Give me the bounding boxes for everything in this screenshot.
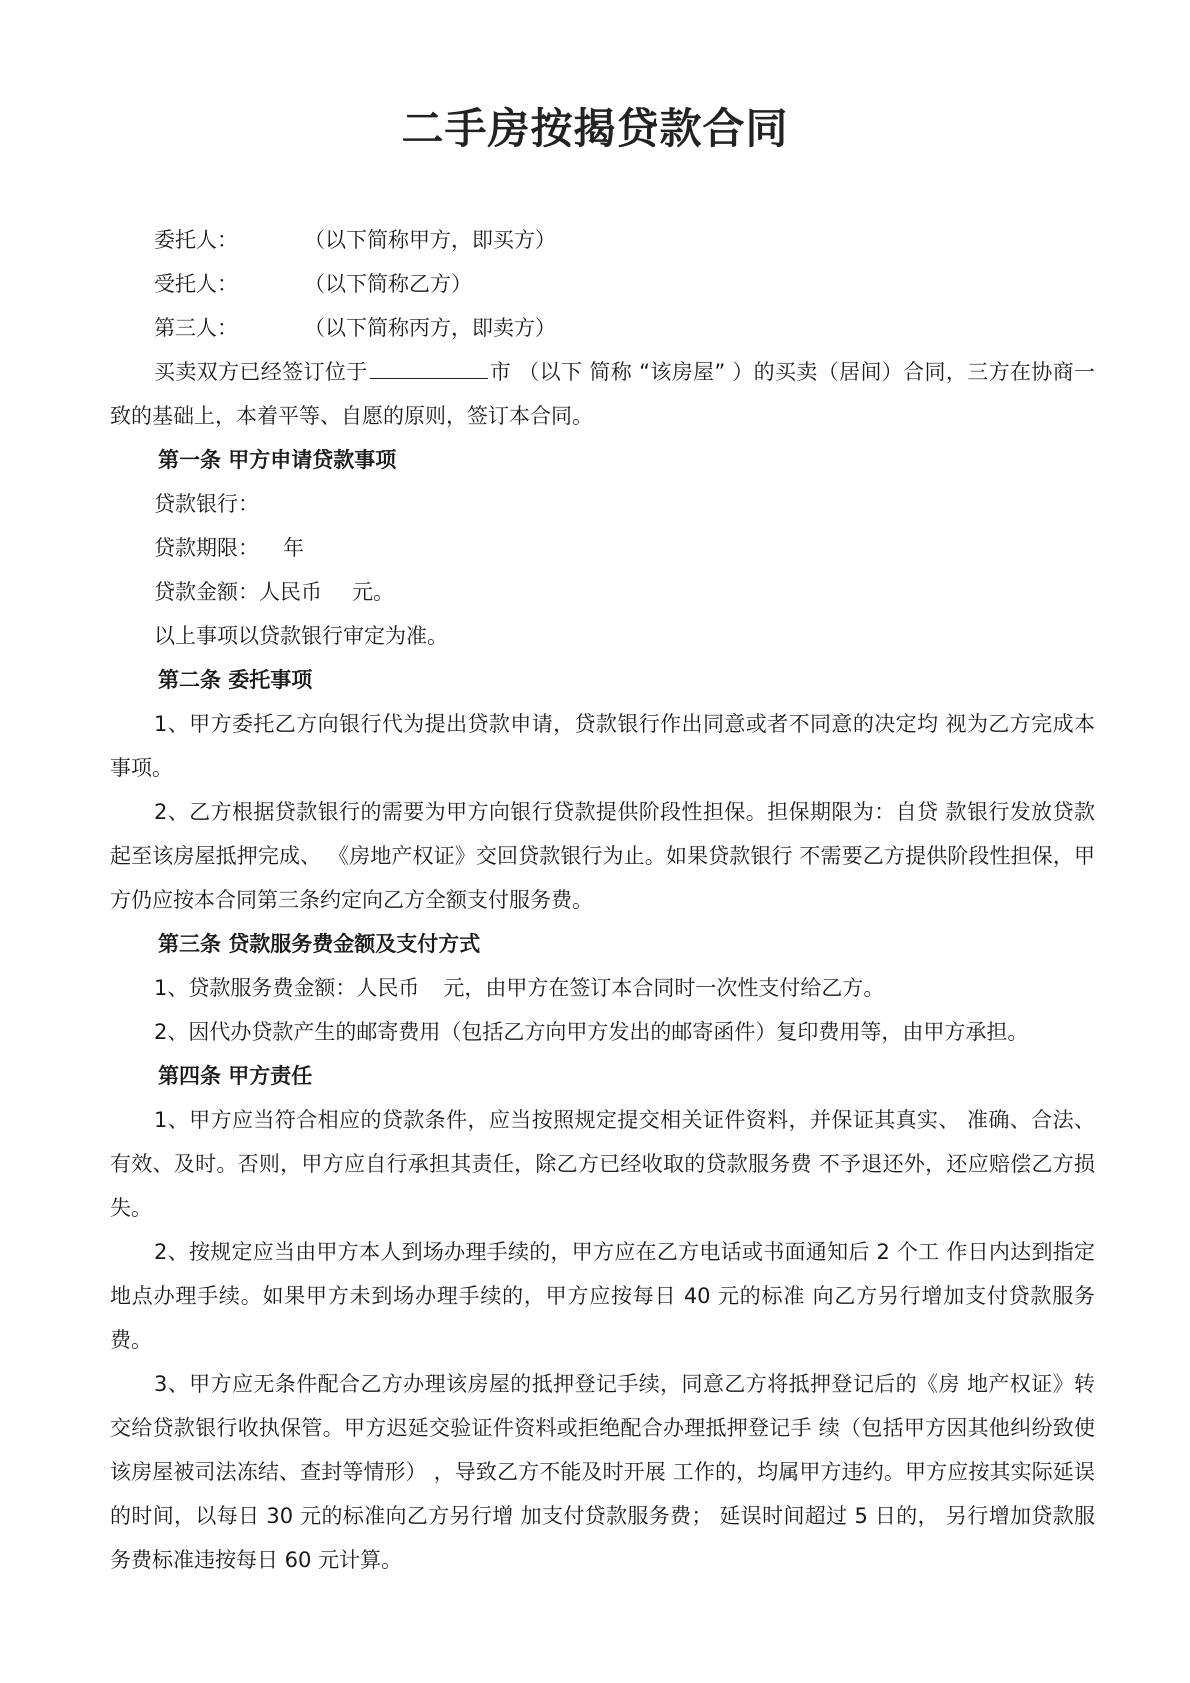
- intro-before-blank: 买卖双方已经签订位于: [154, 360, 368, 384]
- location-blank: [370, 358, 488, 379]
- article2-paragraph-1: 1、甲方委托乙方向银行代为提出贷款申请，贷款银行作出同意或者不同意的决定均 视为乙方完成本事项。: [110, 712, 1095, 780]
- agent-label: 受托人：: [154, 272, 238, 296]
- article4-paragraph-1: 1、甲方应当符合相应的贷款条件，应当按照规定提交相关证件资料，并保证其真实、 准确、合法、有效、及时。否则，甲方应自行承担其责任，除乙方已经收取的贷款服务费 不予退还外，还应赔偿乙方损失。: [110, 1108, 1095, 1220]
- party-third-line: [110, 306, 1095, 350]
- fee-amount-rest: 元，由甲方在签订本合同时一次性支付给乙方。: [443, 976, 885, 1000]
- client-note: （以下简称甲方，即买方）: [304, 228, 556, 252]
- loan-term-label: 贷款期限：: [154, 536, 259, 560]
- article1-heading: 第一条 甲方申请贷款事项: [158, 448, 397, 472]
- loan-note-line: 以上事项以贷款银行审定为准。: [154, 624, 448, 648]
- intro-after-blank: 市 （以下 简称 “该房屋” ）的买卖（居间）合同，三方在协商一致的基础上，本着平等、自愿的原则，签订本合同。: [110, 360, 1095, 428]
- loan-amount-label: 贷款金额：人民币: [154, 580, 322, 604]
- third-note: （以下简称丙方，即卖方）: [304, 316, 556, 340]
- fee-amount-label: 1、贷款服务费金额：人民币: [154, 976, 420, 1000]
- intro-paragraph: [110, 350, 1095, 438]
- article3-paragraph-2: 2、因代办贷款产生的邮寄费用（包括乙方向甲方发出的邮寄函件）复印费用等，由甲方承担。: [154, 1020, 1029, 1044]
- client-label: 委托人：: [154, 228, 238, 252]
- article3-paragraph-1: [110, 966, 1095, 1010]
- article3-heading: 第三条 贷款服务费金额及支付方式: [158, 932, 481, 956]
- loan-term-unit: 年: [283, 536, 304, 560]
- article4-paragraph-3: 3、甲方应无条件配合乙方办理该房屋的抵押登记手续，同意乙方将抵押登记后的《房 地产权证》转交给贷款银行收执保管。甲方迟延交验证件资料或拒绝配合办理抵押登记手 续（包括甲方因其他纠纷致使该房屋被司法冻结、查封等情形） ，导致乙方不能及时开展 工作的，均属甲方违约。甲方应按其实际延误的时间，以每日 30 元的标准向乙方另行增 加支付贷款服务费； 延误时间超过 5 日的， 另行增加贷款服务费标准违按每日 60 元计算。: [110, 1372, 1095, 1572]
- article2-heading: 第二条 委托事项: [158, 668, 313, 692]
- article2-paragraph-2: 2、乙方根据贷款银行的需要为甲方向银行贷款提供阶段性担保。担保期限为：自贷 款银行发放贷款起至该房屋抵押完成、 《房地产权证》交回贷款银行为止。如果贷款银行 不需要乙方提供阶段性担保，甲方仍应按本合同第三条约定向乙方全额支付服务费。: [110, 800, 1095, 912]
- party-agent-line: [110, 262, 1095, 306]
- article4-paragraph-2: 2、按规定应当由甲方本人到场办理手续的，甲方应在乙方电话或书面通知后 2 个工 作日内达到指定地点办理手续。如果甲方未到场办理手续的，甲方应按每日 40 元的标准 向乙方另行增加支付贷款服务费。: [110, 1240, 1095, 1352]
- loan-term-line: [110, 526, 1095, 570]
- loan-bank-line: 贷款银行：: [154, 492, 259, 516]
- loan-amount-line: [110, 570, 1095, 614]
- document-body: [110, 218, 1095, 1582]
- agent-note: （以下简称乙方）: [304, 272, 472, 296]
- loan-amount-unit: 元。: [352, 580, 394, 604]
- document-title: 二手房按揭贷款合同: [401, 104, 789, 153]
- third-label: 第三人：: [154, 316, 238, 340]
- party-client-line: [110, 218, 1095, 262]
- article4-heading: 第四条 甲方责任: [158, 1064, 313, 1088]
